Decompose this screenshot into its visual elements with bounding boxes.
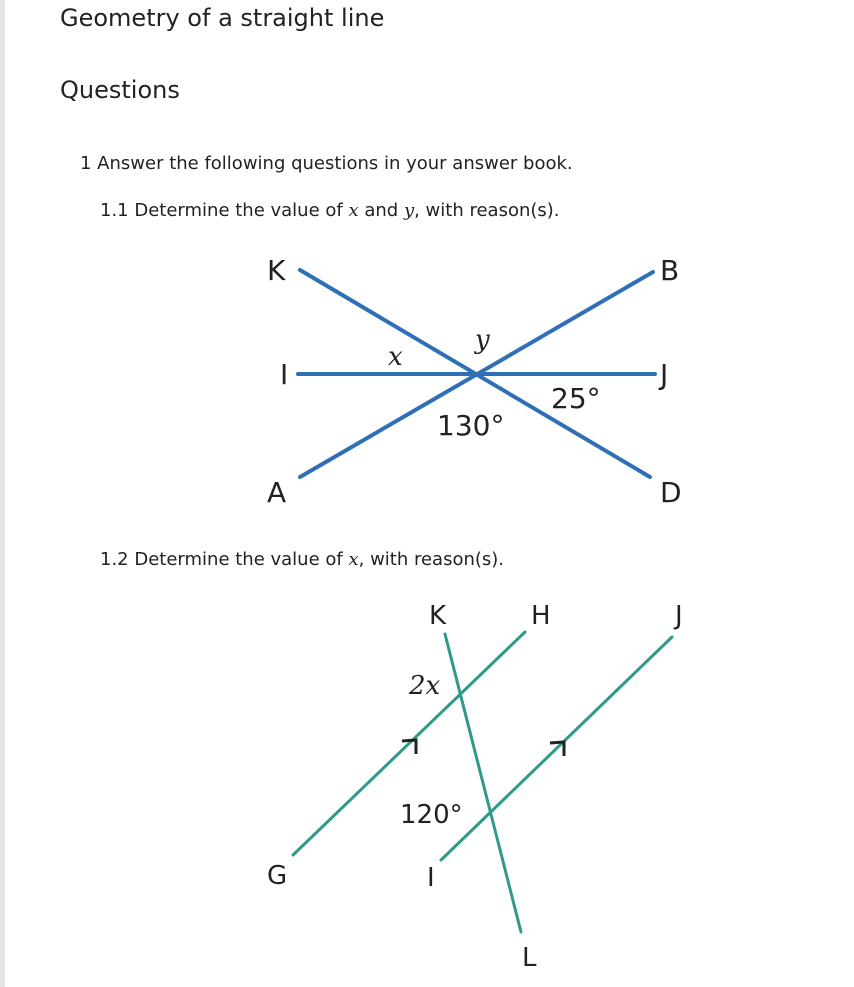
label-I: I <box>280 358 289 391</box>
label-I: I <box>427 863 435 893</box>
angle-2x: 2x <box>409 671 441 701</box>
label-J: J <box>660 358 669 391</box>
label-K: K <box>429 601 447 631</box>
question-1: 1 Answer the following questions in your answer book. <box>80 153 573 174</box>
diagram-parallel-lines <box>293 632 672 932</box>
angle-130: 130° <box>437 409 505 442</box>
angle-x: x <box>388 342 403 372</box>
angle-y: y <box>475 325 490 355</box>
q-text: 1.1 Determine the value of <box>100 200 349 221</box>
page-title: Geometry of a straight line <box>60 4 385 32</box>
label-K: K <box>267 254 286 287</box>
label-G: G <box>267 861 288 891</box>
parallel-arrows <box>402 740 564 756</box>
var-y: y <box>403 200 415 221</box>
q-text: 1.2 Determine the value of <box>100 549 349 570</box>
label-A: A <box>267 476 287 509</box>
line-KL <box>445 634 521 932</box>
section-heading: Questions <box>60 76 180 104</box>
angle-120: 120° <box>400 800 463 830</box>
var-x: x <box>348 200 359 221</box>
q-text: and <box>358 200 404 221</box>
label-L: L <box>522 943 537 973</box>
label-J: J <box>675 601 683 631</box>
label-D: D <box>660 476 682 509</box>
diagram2-labels <box>267 601 683 973</box>
diagram-intersecting-lines <box>298 270 655 477</box>
label-B: B <box>660 254 680 287</box>
angle-25: 25° <box>551 382 601 415</box>
q-text: , with reason(s). <box>358 549 505 570</box>
var-x: x <box>348 549 359 570</box>
q-text: , with reason(s). <box>414 200 560 221</box>
label-H: H <box>531 601 551 631</box>
